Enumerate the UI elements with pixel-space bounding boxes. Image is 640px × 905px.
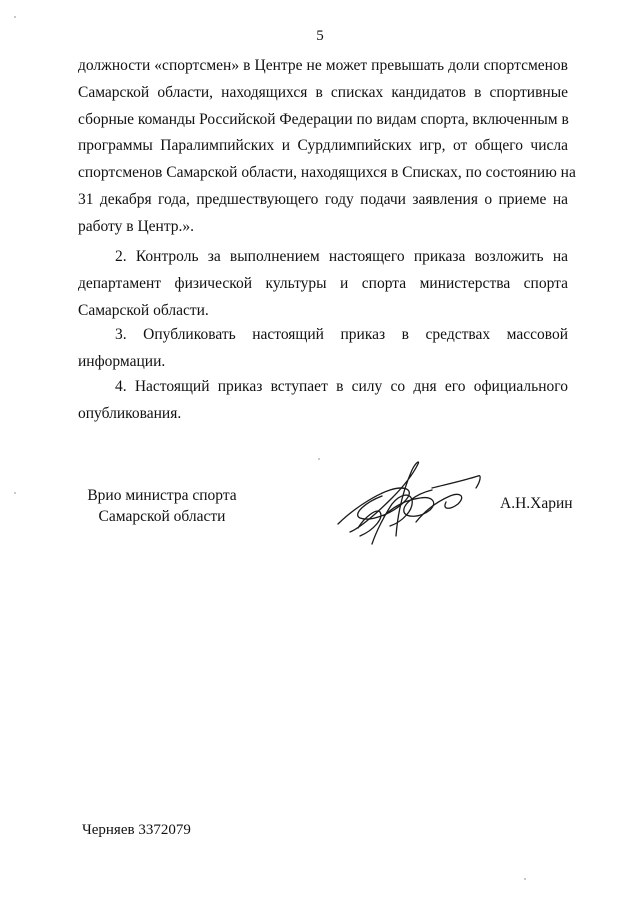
paragraph-4 (78, 374, 568, 428)
text-line: департамент физической культуры и спорта министерства спорта (78, 274, 568, 292)
signatory-title-line: Врио министра спорта (87, 487, 237, 504)
text-line: 3. Опубликовать настоящий приказ в средствах массовой (115, 326, 568, 343)
text-line: 31 декабря года, предшествующего году подачи заявления о приеме на (78, 190, 568, 208)
page-number: 5 (316, 28, 324, 44)
paragraph-2 (78, 244, 568, 324)
text-line: опубликования. (78, 404, 182, 422)
text-line: 2. Контроль за выполнением настоящего приказа возложить на (115, 248, 568, 265)
text-line: Самарской области. (78, 301, 209, 319)
text-line: 4. Настоящий приказ вступает в силу со дня его официального (115, 378, 568, 395)
signatory-title-line: Самарской области (98, 508, 226, 525)
scan-speck (318, 458, 320, 460)
paragraph-3 (78, 322, 568, 376)
signatory-name: А.Н.Харин (500, 495, 573, 512)
scan-speck (524, 878, 526, 880)
executor-contact: Черняев 3372079 (82, 822, 191, 838)
text-line: информации. (78, 352, 166, 370)
handwritten-signature (320, 452, 495, 552)
paragraph-continuation (78, 53, 576, 241)
text-line: должности «спортсмен» в Центре не может превышать доли спортсменов (78, 57, 568, 74)
text-line: работу в Центр.». (78, 217, 195, 235)
text-line: программы Паралимпийских и Сурдлимпийских игр, от общего числа (78, 137, 568, 155)
signatory-title (82, 485, 242, 527)
text-line: спортсменов Самарской области, находящихся в Списках, по состоянию на (78, 164, 576, 182)
text-line: сборные команды Российской Федерации по видам спорта, включенным в (78, 110, 569, 128)
scan-speck (14, 16, 16, 18)
text-line: Самарской области, находящихся в списках кандидатов в спортивные (78, 83, 568, 101)
scan-speck (14, 492, 16, 494)
